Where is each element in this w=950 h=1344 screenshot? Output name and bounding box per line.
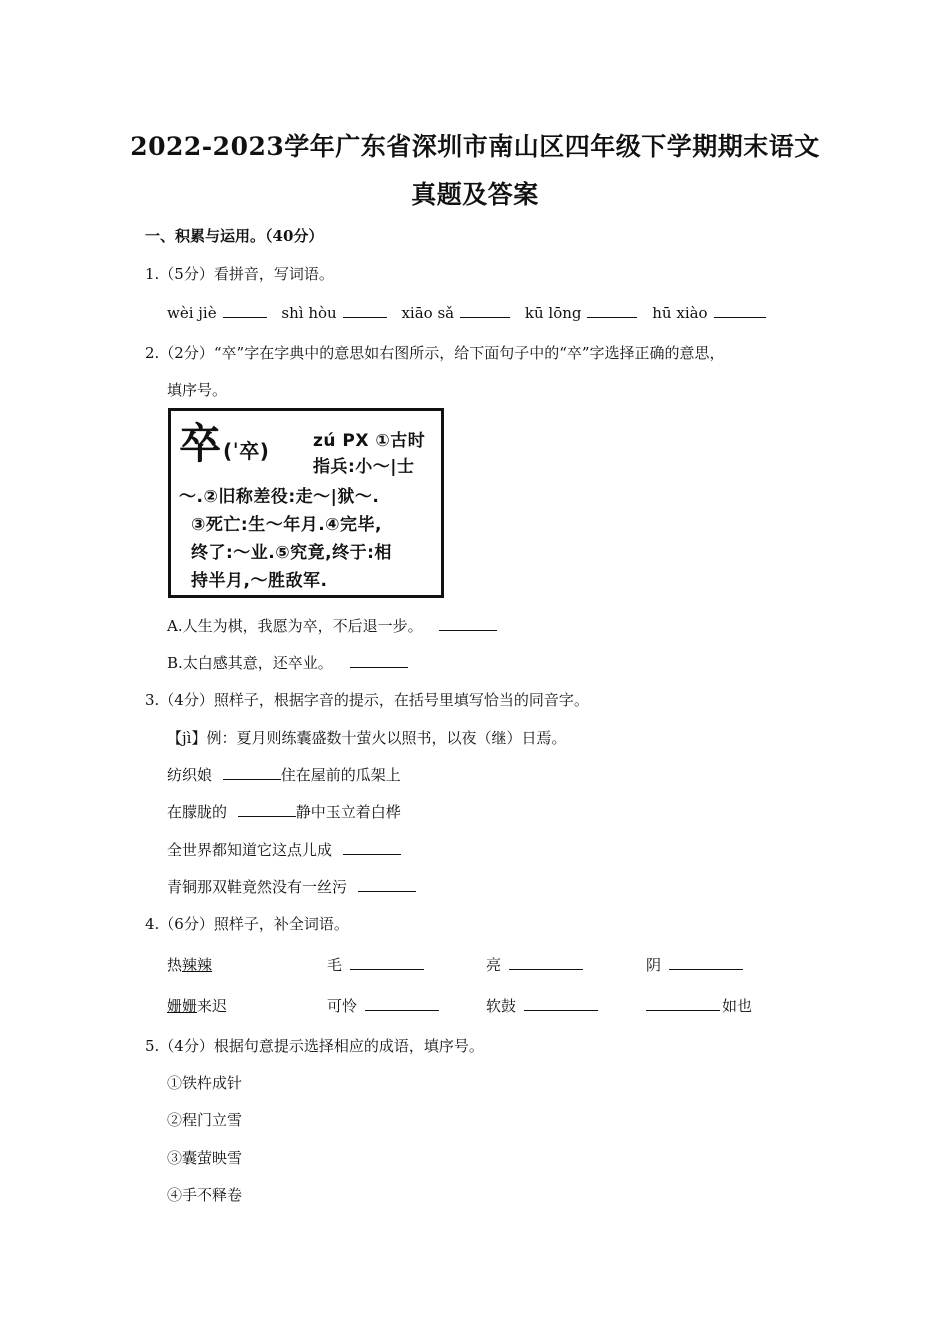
answer-blank[interactable] — [714, 303, 766, 318]
answer-blank[interactable] — [223, 303, 267, 318]
word-part: 毛 — [327, 956, 343, 974]
question-3-item-3 — [167, 840, 401, 860]
answer-blank[interactable] — [343, 840, 401, 855]
pinyin-1: wèi jiè — [167, 304, 217, 322]
question-2-stem: 2.（2分）“卒”字在字典中的意思如右图所示，给下面句子中的“卒”字选择正确的意思， — [145, 344, 725, 362]
question-1-pinyin-row — [167, 303, 766, 323]
word-part: 软鼓 — [486, 997, 517, 1015]
idiom-option-1: ①铁杵成针 — [167, 1074, 243, 1092]
question-3-item-2 — [167, 802, 401, 822]
dict-line-3: ～.②旧称差役:走～|狱～. — [179, 487, 380, 507]
dict-character: 卒 — [179, 419, 222, 468]
answer-blank[interactable] — [350, 653, 408, 668]
item-text: 纺织娘 — [167, 766, 213, 784]
q4-r2-c4 — [646, 996, 752, 1016]
question-2-option-a — [167, 616, 497, 636]
word-part: 亮 — [486, 956, 502, 974]
word-part: 姗姗 — [167, 997, 198, 1015]
answer-blank[interactable] — [365, 996, 439, 1011]
question-1-stem: 1.（5分）看拼音，写词语。 — [145, 265, 334, 283]
dict-variant: (ˈ卒) — [223, 439, 270, 463]
idiom-option-3: ③囊萤映雪 — [167, 1149, 243, 1167]
option-a-text: A.人生为棋，我愿为卒，不后退一步。 — [167, 617, 423, 635]
q4-r1-c3 — [486, 955, 583, 975]
question-3-stem: 3.（4分）照样子，根据字音的提示，在括号里填写恰当的同音字。 — [145, 691, 589, 709]
question-3-item-1 — [167, 765, 401, 785]
answer-blank[interactable] — [223, 765, 281, 780]
q4-r1-c1 — [167, 955, 212, 975]
pinyin-5: hū xiào — [652, 304, 708, 322]
dict-line-5: 终了:～业.⑤究竟,终于:相 — [191, 543, 392, 563]
item-text: 住在屋前的瓜架上 — [280, 766, 401, 784]
answer-blank[interactable] — [439, 616, 497, 631]
dict-line-2: 指兵:小～|士 — [313, 457, 415, 477]
dictionary-entry-image — [168, 408, 444, 598]
answer-blank[interactable] — [669, 955, 743, 970]
dict-line-6: 持半月,～胜敌军. — [191, 571, 328, 591]
q4-r1-c4 — [646, 955, 743, 975]
q4-r2-c2 — [327, 996, 439, 1016]
dict-line-4: ③死亡:生～年月.④完毕, — [191, 515, 383, 535]
idiom-option-2: ②程门立雪 — [167, 1111, 243, 1129]
word-part: 辣辣 — [182, 956, 213, 974]
answer-blank[interactable] — [238, 802, 296, 817]
answer-blank[interactable] — [350, 955, 424, 970]
word-part: 阴 — [646, 956, 662, 974]
answer-blank[interactable] — [587, 303, 637, 318]
word-part: 热 — [167, 956, 183, 974]
pinyin-2: shì hòu — [281, 304, 337, 322]
answer-blank[interactable] — [509, 955, 583, 970]
answer-blank[interactable] — [460, 303, 510, 318]
section-heading: 一、积累与运用。（40分） — [145, 227, 324, 245]
word-part: 如也 — [722, 997, 753, 1015]
word-part: 可怜 — [327, 997, 358, 1015]
question-5-stem: 5.（4分）根据句意提示选择相应的成语，填序号。 — [145, 1037, 484, 1055]
idiom-option-4: ④手不释卷 — [167, 1186, 243, 1204]
option-b-text: B.太白感其意，还卒业。 — [167, 654, 333, 672]
answer-blank[interactable] — [524, 996, 598, 1011]
question-3-example: 【jì】例：夏月则练囊盛数十萤火以照书，以夜（继）日焉。 — [167, 729, 567, 747]
item-text: 静中玉立着白桦 — [295, 803, 401, 821]
dict-pinyin: zú PX ①古时 — [313, 431, 426, 451]
q4-r2-c1 — [167, 996, 227, 1016]
question-2-option-b — [167, 653, 408, 673]
question-4-stem: 4.（6分）照样子，补全词语。 — [145, 915, 349, 933]
item-text: 青铜那双鞋竟然没有一丝污 — [167, 878, 348, 896]
question-2-stem-cont: 填序号。 — [167, 381, 228, 399]
document-title-line1: 2022-2023学年广东省深圳市南山区四年级下学期期末语文 — [130, 132, 820, 161]
answer-blank[interactable] — [646, 996, 720, 1011]
pinyin-4: kū lōng — [524, 304, 582, 322]
pinyin-3: xiāo sǎ — [401, 304, 455, 322]
q4-r2-c3 — [486, 996, 598, 1016]
answer-blank[interactable] — [343, 303, 387, 318]
q4-r1-c2 — [327, 955, 424, 975]
document-title-line2: 真题及答案 — [411, 180, 539, 209]
question-3-item-4 — [167, 877, 416, 897]
item-text: 在朦胧的 — [167, 803, 228, 821]
answer-blank[interactable] — [358, 877, 416, 892]
item-text: 全世界都知道它这点儿成 — [167, 841, 333, 859]
word-part: 来迟 — [197, 997, 228, 1015]
